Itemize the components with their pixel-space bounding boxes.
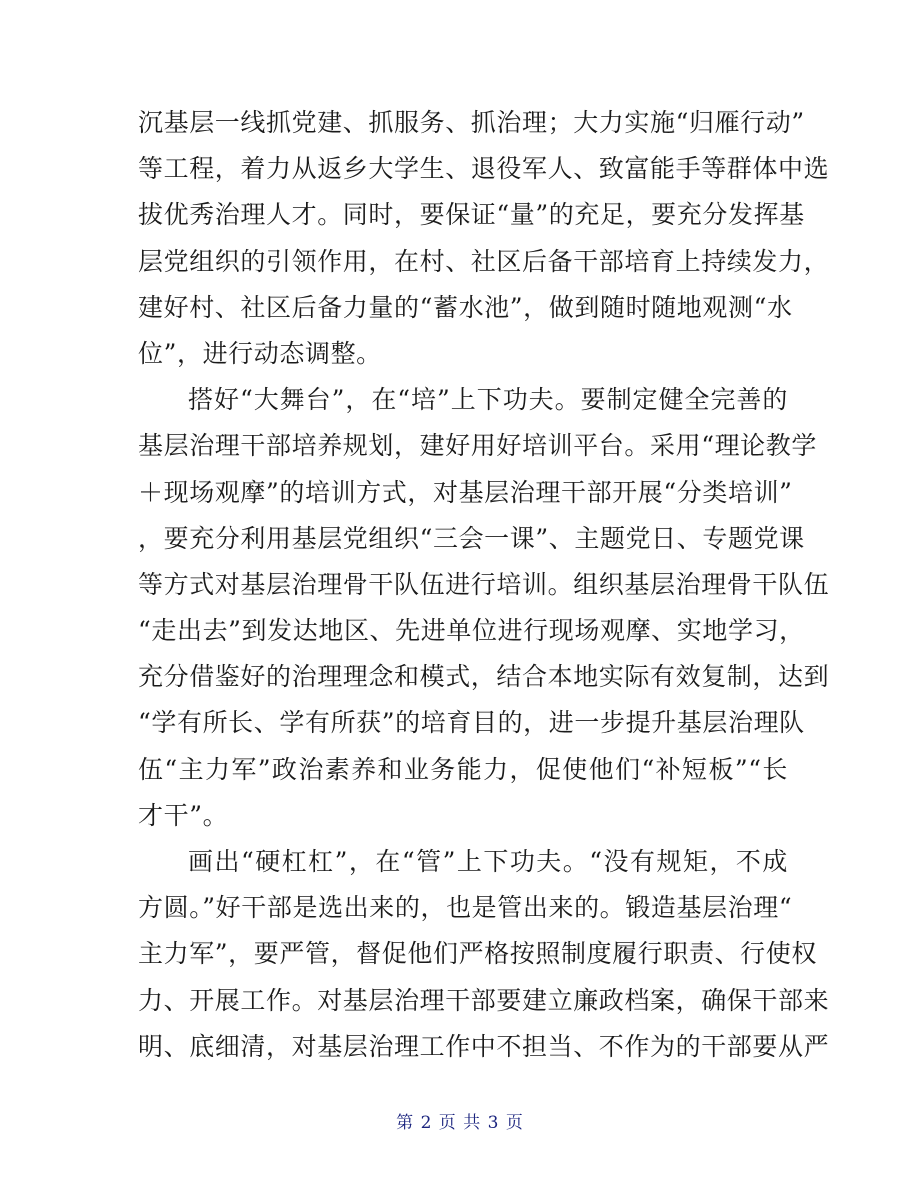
paragraph-continuation xyxy=(138,100,830,377)
text-line: 拔优秀治理人才。同时，要保证“量”的充足，要充分发挥基 xyxy=(138,200,805,230)
text-line: 层党组织的引领作用，在村、社区后备干部培育上持续发力， xyxy=(138,246,830,276)
paragraph-training xyxy=(138,377,830,839)
text-line: 基层治理干部培养规划，建好用好培训平台。采用“理论教学 xyxy=(138,431,817,461)
text-line: ，要充分利用基层党组织“三会一课”、主题党日、专题党课 xyxy=(138,523,805,553)
text-line: 沉基层一线抓党建、抓服务、抓治理；大力实施“归雁行动” xyxy=(138,108,805,137)
text-line: “走出去”到发达地区、先进单位进行现场观摩、实地学习， xyxy=(138,616,805,646)
text-line: 力、开展工作。对基层治理干部要建立廉政档案，确保干部来 xyxy=(138,985,830,1015)
text-line: ＋现场观摩”的培训方式，对基层治理干部开展“分类培训” xyxy=(138,477,793,507)
text-line: 建好村、社区后备力量的“蓄水池”，做到随时随地观测“水 xyxy=(138,292,793,322)
text-line: 主力军”，要严管，督促他们严格按照制度履行职责、行使权 xyxy=(138,939,817,969)
text-line: 搭好“大舞台”，在“培”上下功夫。要制定健全完善的 xyxy=(188,385,788,415)
text-line: 明、底细清，对基层治理工作中不担当、不作为的干部要从严 xyxy=(138,1031,830,1061)
text-line: 位”，进行动态调整。 xyxy=(138,338,382,368)
text-line: 等工程，着力从返乡大学生、退役军人、致富能手等群体中选 xyxy=(138,154,830,184)
document-body xyxy=(138,100,830,1070)
text-line: 才干”。 xyxy=(138,800,229,830)
text-line: 画出“硬杠杠”，在“管”上下功夫。“没有规矩，不成 xyxy=(188,847,788,876)
page-number-footer: 第 2 页 共 3 页 xyxy=(396,1113,524,1133)
text-line: 等方式对基层治理骨干队伍进行培训。组织基层治理骨干队伍 xyxy=(138,569,830,599)
text-line: “学有所长、学有所获”的培育目的，进一步提升基层治理队 xyxy=(138,708,805,738)
text-line: 方圆。”好干部是选出来的，也是管出来的。锻造基层治理“ xyxy=(138,893,793,923)
text-line: 充分借鉴好的治理理念和模式，结合本地实际有效复制，达到 xyxy=(138,662,830,692)
paragraph-management xyxy=(138,839,830,1070)
text-line: 伍“主力军”政治素养和业务能力，促使他们“补短板”“长 xyxy=(138,754,788,784)
